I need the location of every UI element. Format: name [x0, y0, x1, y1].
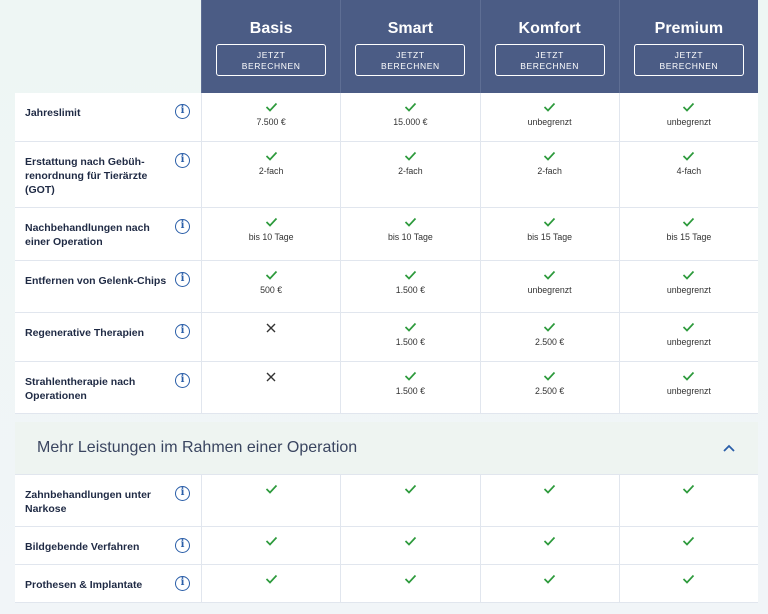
plan-cell	[201, 362, 340, 413]
plan-cell	[201, 142, 340, 207]
plan-cell	[201, 313, 340, 361]
plan-value: unbegrenzt	[666, 117, 711, 127]
row-label: Erstattung nach Gebüh-renordnung für Tierärzte (GOT)	[25, 156, 148, 196]
plan-cell	[480, 362, 619, 413]
plan-cell	[480, 142, 619, 207]
plan-cell	[340, 261, 479, 312]
table-row	[15, 313, 758, 362]
plan-cell	[480, 208, 619, 260]
check-icon	[265, 217, 278, 227]
plan-value: 1.500 €	[395, 337, 426, 347]
plan-cell	[619, 565, 758, 602]
info-icon[interactable]: i	[175, 219, 190, 234]
plan-cell	[480, 475, 619, 526]
check-icon	[265, 484, 278, 494]
check-icon	[404, 270, 417, 280]
plan-cell	[619, 475, 758, 526]
check-icon	[543, 371, 556, 381]
row-label-cell	[15, 142, 201, 207]
check-icon	[543, 270, 556, 280]
check-icon	[543, 322, 556, 332]
check-icon	[404, 322, 417, 332]
row-label-cell	[15, 362, 201, 413]
plan-cell	[480, 565, 619, 602]
plan-cell	[619, 208, 758, 260]
row-label: Bildgebende Verfahren	[25, 541, 140, 553]
plan-header-smart	[340, 0, 479, 93]
calculate-button[interactable]: JETZT BERECHNEN	[495, 44, 605, 76]
cross-icon	[265, 371, 277, 383]
check-icon	[682, 217, 695, 227]
table-row	[15, 93, 758, 142]
check-icon	[682, 371, 695, 381]
plan-cell	[340, 475, 479, 526]
row-label: Nachbehandlungen nach einer Operation	[25, 222, 150, 248]
plan-cell	[619, 527, 758, 564]
section-title: Mehr Leistungen im Rahmen einer Operation	[37, 439, 358, 456]
calculate-button[interactable]: JETZT BERECHNEN	[216, 44, 326, 76]
plan-cell	[619, 142, 758, 207]
info-icon[interactable]: i	[175, 153, 190, 168]
plan-cell	[619, 313, 758, 361]
info-icon[interactable]: i	[175, 272, 190, 287]
check-icon	[265, 270, 278, 280]
plan-cell	[201, 261, 340, 312]
row-label-cell	[15, 527, 201, 564]
table-row	[15, 527, 758, 565]
check-icon	[543, 102, 556, 112]
table-row	[15, 362, 758, 414]
check-icon	[404, 371, 417, 381]
check-icon	[682, 270, 695, 280]
row-label: Regenerative Therapien	[25, 327, 145, 339]
info-icon[interactable]: i	[175, 373, 190, 388]
check-icon	[543, 217, 556, 227]
check-icon	[543, 151, 556, 161]
check-icon	[682, 536, 695, 546]
row-label: Strahlentherapie nach Operationen	[25, 376, 136, 402]
row-label-cell	[15, 313, 201, 361]
row-label: Entfernen von Gelenk-Chips	[25, 275, 167, 287]
plan-cell	[201, 208, 340, 260]
check-icon	[682, 151, 695, 161]
plan-cell	[619, 93, 758, 141]
info-icon[interactable]: i	[175, 538, 190, 553]
plan-name: Smart	[387, 20, 434, 37]
plan-cell	[201, 475, 340, 526]
plan-value: unbegrenzt	[666, 285, 711, 295]
plan-cell	[340, 527, 479, 564]
chevron-up-icon[interactable]	[722, 443, 736, 453]
plan-cell	[201, 527, 340, 564]
extra-benefits-table	[15, 475, 758, 603]
row-label: Jahreslimit	[25, 107, 81, 119]
row-label: Prothesen & Implantate	[25, 579, 143, 591]
row-label-cell	[15, 93, 201, 141]
plan-value: 15.000 €	[393, 117, 428, 127]
table-row	[15, 261, 758, 313]
plan-cell	[619, 261, 758, 312]
check-icon	[682, 102, 695, 112]
check-icon	[543, 574, 556, 584]
plan-value: bis 10 Tage	[248, 232, 294, 242]
plan-cell	[480, 261, 619, 312]
benefits-table	[15, 93, 758, 414]
plan-name: Basis	[249, 20, 293, 37]
row-label-cell	[15, 208, 201, 260]
plan-header-basis	[201, 0, 340, 93]
check-icon	[404, 574, 417, 584]
section-toggle[interactable]	[15, 422, 758, 475]
check-icon	[543, 536, 556, 546]
row-label-cell	[15, 261, 201, 312]
plan-cell	[480, 93, 619, 141]
table-row	[15, 142, 758, 208]
plan-cell	[340, 362, 479, 413]
plan-value: 1.500 €	[395, 285, 426, 295]
plan-cell	[340, 93, 479, 141]
check-icon	[404, 151, 417, 161]
plan-value: 4-fach	[676, 166, 702, 176]
check-icon	[265, 102, 278, 112]
plan-value: 2-fach	[258, 166, 284, 176]
plan-cell	[340, 142, 479, 207]
plan-name: Premium	[654, 20, 724, 37]
plan-cell	[201, 565, 340, 602]
plan-cell	[340, 565, 479, 602]
plan-header-komfort	[480, 0, 619, 93]
check-icon	[404, 217, 417, 227]
plan-value: unbegrenzt	[527, 285, 572, 295]
plan-cell	[340, 208, 479, 260]
plan-value: 2.500 €	[534, 386, 565, 396]
plan-value: bis 10 Tage	[387, 232, 433, 242]
calculate-button[interactable]: JETZT BERECHNEN	[355, 44, 465, 76]
row-label-cell	[15, 475, 201, 526]
check-icon	[682, 574, 695, 584]
plan-value: unbegrenzt	[666, 337, 711, 347]
plan-value: bis 15 Tage	[666, 232, 712, 242]
plan-value: 7.500 €	[256, 117, 286, 127]
check-icon	[543, 484, 556, 494]
check-icon	[682, 484, 695, 494]
info-icon[interactable]: i	[175, 576, 190, 591]
plan-value: bis 15 Tage	[527, 232, 573, 242]
plan-value: 2-fach	[398, 166, 423, 176]
header-spacer	[15, 0, 201, 93]
check-icon	[265, 151, 278, 161]
table-row	[15, 208, 758, 261]
table-row	[15, 475, 758, 527]
check-icon	[682, 322, 695, 332]
row-label-cell	[15, 565, 201, 602]
info-icon[interactable]: i	[175, 324, 190, 339]
check-icon	[404, 484, 417, 494]
row-label: Zahnbehandlungen unter Narkose	[25, 489, 151, 515]
check-icon	[404, 102, 417, 112]
check-icon	[265, 536, 278, 546]
check-icon	[404, 536, 417, 546]
plan-header-row	[15, 0, 758, 93]
plan-value: unbegrenzt	[527, 117, 572, 127]
plan-value: 2.500 €	[534, 337, 565, 347]
plan-cell	[201, 93, 340, 141]
info-icon[interactable]: i	[175, 104, 190, 119]
calculate-button[interactable]: JETZT BERECHNEN	[634, 44, 744, 76]
plan-value: 2-fach	[537, 166, 562, 176]
plan-cell	[480, 527, 619, 564]
check-icon	[265, 574, 278, 584]
plan-value: 1.500 €	[395, 386, 426, 396]
table-row	[15, 565, 758, 603]
plan-name: Komfort	[518, 20, 581, 37]
plan-value: 500 €	[260, 285, 283, 295]
plan-cell	[619, 362, 758, 413]
cross-icon	[265, 322, 277, 334]
plan-header-premium	[619, 0, 758, 93]
info-icon[interactable]: i	[175, 486, 190, 501]
plan-cell	[480, 313, 619, 361]
plan-cell	[340, 313, 479, 361]
plan-value: unbegrenzt	[666, 386, 711, 396]
